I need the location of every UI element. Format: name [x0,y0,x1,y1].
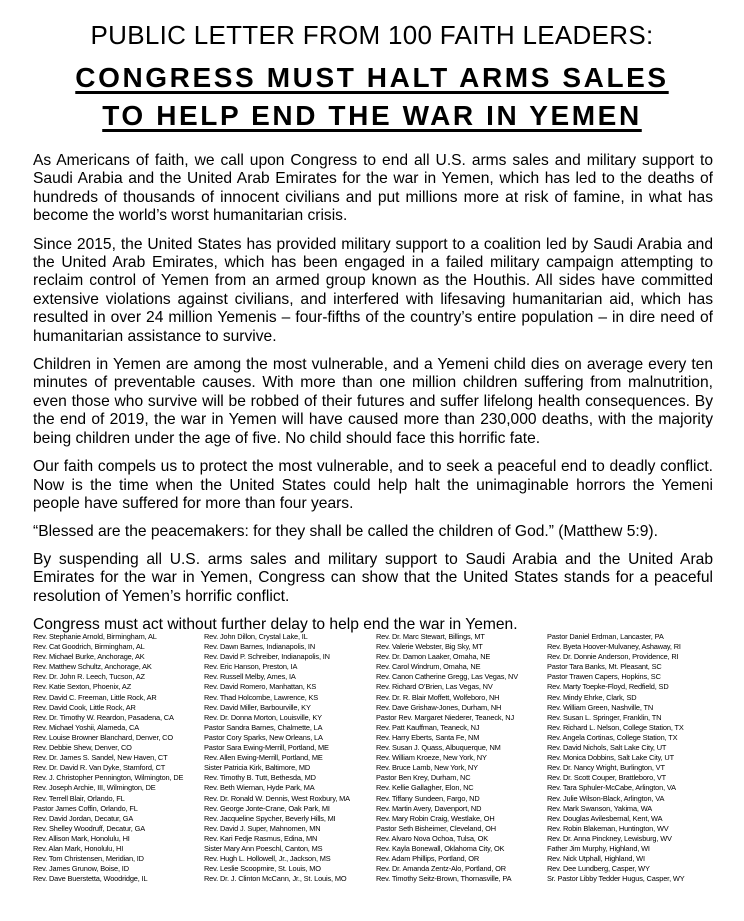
signatory-entry: Rev. Terrell Blair, Orlando, FL [33,793,125,803]
paragraph-background: Since 2015, the United States has provided military support to a coalition led by Saudi Arabia and the United Arab Emirates, which has been engaged in a failed military campaign attempting to reclaim control of Yemen from an armed group known as the Houthis. All sides have committed extensive violations against civilians, and interfered with lifesaving humanitarian aid, which has resulted in over 24 million Yemenis – four-fifths of the country’s entire population – in dire need of humanitarian assistance to survive. [33,235,713,345]
signatories-column-2 [204,632,376,884]
signatory-entry: Rev. Dave Grishaw-Jones, Durham, NH [376,702,502,712]
letter-body [33,152,713,644]
signatory-entry: Rev. Eric Hanson, Preston, IA [204,662,298,672]
signatory-entry: Rev. Dawn Barnes, Indianapolis, IN [204,642,316,652]
signatory-entry: Pastor Seth Bisheimer, Cleveland, OH [376,823,496,833]
signatory-entry: Rev. William Green, Nashville, TN [547,702,654,712]
signatory-entry: Rev. Mindy Ehrke, Clark, SD [547,692,637,702]
signatory-entry: Rev. John Dillon, Crystal Lake, IL [204,632,308,641]
signatory-entry: Sr. Pastor Libby Tedder Hugus, Casper, WY [547,874,685,884]
paragraph-closing: Congress must act without further delay to help end the war in Yemen. [33,615,518,633]
signatory-entry: Rev. Kayla Bonewall, Oklahoma City, OK [376,843,505,853]
signatory-entry: Pastor Rev. Margaret Niederer, Teaneck, NJ [376,712,515,722]
signatory-entry: Rev. Timothy B. Tutt, Bethesda, MD [204,773,316,783]
signatory-entry: Rev. Cat Goodrich, Birmingham, AL [33,642,145,652]
signatory-entry: Rev. Dr. John R. Leech, Tucson, AZ [33,672,145,682]
signatories-column-4 [547,632,723,884]
paragraph-appeal: By suspending all U.S. arms sales and military support to Saudi Arabia and the United Arab Emirates for the war in Yemen, Congress can show that the United States stands for a peaceful resolution of Yemen’s horrific conflict. [33,550,713,605]
signatory-entry: Rev. Robin Blakeman, Huntington, WV [547,823,669,833]
signatory-entry: Rev. Tara Sphuler-McCabe, Arlington, VA [547,783,676,793]
paragraph-children: Children in Yemen are among the most vulnerable, and a Yemeni child dies on average every ten minutes of preventable causes. With more than one million children suffering from malnutrition, even those who survive will be robbed of their futures and suffer lifelong health consequences. By the end of 2019, the war in Yemen will have caused more than 230,000 deaths, with the majority being children under the age of five. No child should face this horrific fate. [33,356,713,447]
signatory-entry: Rev. Dr. Scott Couper, Brattleboro, VT [547,773,667,783]
signatory-entry: Rev. Susan J. Quass, Albuquerque, NM [376,743,501,753]
letter-kicker: PUBLIC LETTER FROM 100 FAITH LEADERS: [90,20,654,50]
signatory-entry: Pastor Tara Banks, Mt. Pleasant, SC [547,662,662,672]
signatory-entry: Pastor Cory Sparks, New Orleans, LA [204,732,323,742]
signatory-entry: Pastor Trawen Capers, Hopkins, SC [547,672,661,682]
signatory-entry: Rev. Dr. Nancy Wright, Burlington, VT [547,763,665,773]
signatory-entry: Pastor Sara Ewing-Merrill, Portland, ME [204,743,329,753]
signatory-entry: Rev. David Nichols, Salt Lake City, UT [547,743,667,753]
signatory-entry: Rev. Mark Swanson, Yakima, WA [547,803,653,813]
signatory-entry: Rev. David Miller, Barbourville, KY [204,702,311,712]
signatory-entry: Rev. Allen Ewing-Merrill, Portland, ME [204,753,323,763]
signatory-entry: Rev. Bruce Lamb, New York, NY [376,763,478,773]
signatory-entry: Rev. Matthew Schultz, Anchorage, AK [33,662,152,672]
signatory-entry: Pastor Sandra Barnes, Chalmette, LA [204,722,323,732]
signatory-entry: Rev. Leslie Scoopmire, St. Louis, MO [204,864,321,874]
headline-line-1-text: CONGRESS MUST HALT ARMS SALES [75,62,669,93]
signatories-list [33,632,723,884]
signatory-entry: Rev. Russell Melby, Ames, IA [204,672,296,682]
signatory-entry: Rev. Dr. Timothy W. Reardon, Pasadena, CA [33,712,174,722]
signatory-entry: Rev. Kari Fedje Rasmus, Edina, MN [204,833,318,843]
signatory-entry: Rev. David P. Schreiber, Indianapolis, IN [204,652,330,662]
signatory-entry: Rev. Dr. J. Clinton McCann, Jr., St. Louis, MO [204,874,347,884]
signatory-entry: Rev. David Jordan, Decatur, GA [33,813,134,823]
signatory-entry: Rev. Byeta Hoover-Mulvaney, Ashaway, RI [547,642,681,652]
signatory-entry: Rev. Valerie Webster, Big Sky, MT [376,642,483,652]
signatory-entry: Rev. Debbie Shew, Denver, CO [33,743,132,753]
signatory-entry: Rev. Thad Holcombe, Lawrence, KS [204,692,319,702]
signatory-entry: Rev. Michael Burke, Anchorage, AK [33,652,145,662]
signatory-entry: Rev. Mary Robin Craig, Westlake, OH [376,813,495,823]
headline-line-2-text: TO HELP END THE WAR IN YEMEN [102,100,642,131]
signatory-entry: Rev. J. Christopher Pennington, Wilmington, DE [33,773,184,783]
signatory-entry: Rev. Alan Mark, Honolulu, HI [33,843,124,853]
signatory-entry: Rev. Alvaro Nova Ochoa, Tulsa, OK [376,833,488,843]
signatory-entry: Rev. Dr. Anna Pinckney, Lewisburg, WV [547,833,672,843]
signatory-entry: Rev. Shelley Woodruff, Decatur, GA [33,823,145,833]
signatory-entry: Rev. Dr. James S. Sandel, New Haven, CT [33,753,168,763]
signatory-entry: Rev. David Cook, Little Rock, AR [33,702,136,712]
signatory-entry: Rev. Dr. Marc Stewart, Billings, MT [376,632,485,641]
signatory-entry: Rev. Richard O’Brien, Las Vegas, NV [376,682,493,692]
signatory-entry: Rev. David C. Freeman, Little Rock, AR [33,692,157,702]
signatory-entry: Rev. Tiffany Sundeen, Fargo, ND [376,793,480,803]
signatory-entry: Pastor Ben Krey, Durham, NC [376,773,471,783]
signatory-entry: Pastor James Coffin, Orlando, FL [33,803,138,813]
signatory-entry: Rev. James Grunow, Boise, ID [33,864,129,874]
signatory-entry: Rev. Hugh L. Hollowell, Jr., Jackson, MS [204,854,331,864]
signatory-entry: Rev. Douglas Avilesbernal, Kent, WA [547,813,663,823]
signatory-entry: Rev. Dr. Amanda Zentz-Alo, Portland, OR [376,864,506,874]
signatory-entry: Rev. Tom Christensen, Meridian, ID [33,854,144,864]
signatory-entry: Rev. Dr. Donnie Anderson, Providence, RI [547,652,679,662]
signatory-entry: Rev. George Jonte-Crane, Oak Park, MI [204,803,330,813]
signatory-entry: Rev. Louise Browner Blanchard, Denver, CO [33,732,173,742]
signatory-entry: Rev. Monica Dobbins, Salt Lake City, UT [547,753,674,763]
signatory-entry: Rev. Dr. Damon Laaker, Omaha, NE [376,652,491,662]
signatory-entry: Rev. Harry Eberts, Santa Fe, NM [376,732,480,742]
signatory-entry: Rev. Beth Wiernan, Hyde Park, MA [204,783,315,793]
signatory-entry: Rev. Canon Catherine Gregg, Las Vegas, NV [376,672,519,682]
signatory-entry: Rev. David J. Super, Mahnomen, MN [204,823,321,833]
signatory-entry: Rev. Patt Kauffman, Teaneck, NJ [376,722,480,732]
signatory-entry: Rev. Dee Lundberg, Casper, WY [547,864,650,874]
signatories-column-1 [33,632,204,884]
signatory-entry: Rev. Carol Windrum, Omaha, NE [376,662,481,672]
signatory-entry: Rev. Michael Yoshii, Alameda, CA [33,722,139,732]
paragraph-quote: “Blessed are the peacemakers: for they shall be called the children of God.” (Matthew 5:9). [33,523,658,541]
signatory-entry: Rev. Dr. R. Blair Moffett, Wolfeboro, NH [376,692,500,702]
signatory-entry: Rev. Jacqueline Spycher, Beverly Hills, MI [204,813,336,823]
headline-line-2 [0,100,744,132]
signatory-entry: Rev. Allison Mark, Honolulu, HI [33,833,130,843]
signatory-entry: Rev. Angela Cortinas, College Station, TX [547,732,678,742]
signatories-column-3 [376,632,547,884]
signatory-entry: Rev. David Romero, Manhattan, KS [204,682,317,692]
signatory-entry: Rev. Katie Sexton, Phoenix, AZ [33,682,132,692]
signatory-entry: Rev. Adam Phillips, Portland, OR [376,854,480,864]
paragraph-faith: Our faith compels us to protect the most vulnerable, and to seek a peaceful end to deadly conflict. Now is the time when the United States could help halt the unimaginable horrors the Yemeni people have suffered for more than four years. [33,458,713,512]
signatory-entry: Rev. Kellie Gallagher, Elon, NC [376,783,474,793]
signatory-entry: Rev. Joseph Archie, III, Wilmington, DE [33,783,156,793]
paragraph-intro: As Americans of faith, we call upon Congress to end all U.S. arms sales and military support to Saudi Arabia and the United Arab Emirates for the war in Yemen, which has led to the deaths of hundreds of thousands of innocent civilians and put millions more at risk of famine, in what has become the world’s worst humanitarian crisis. [33,152,713,225]
signatory-entry: Pastor Daniel Erdman, Lancaster, PA [547,632,664,641]
signatory-entry: Rev. Julie Wilson-Black, Arlington, VA [547,793,665,803]
signatory-entry: Rev. Stephanie Arnold, Birmingham, AL [33,632,157,641]
headline-line-1 [0,62,744,94]
signatory-entry: Rev. Dr. Donna Morton, Louisville, KY [204,712,322,722]
signatory-entry: Rev. Timothy Seitz-Brown, Thornasville, PA [376,874,512,884]
signatory-entry: Rev. Nick Utphall, Highland, WI [547,854,645,864]
signatory-entry: Rev. Susan L. Springer, Franklin, TN [547,712,662,722]
signatory-entry: Father Jim Murphy, Highland, WI [547,843,650,853]
signatory-entry: Rev. William Kroeze, New York, NY [376,753,487,763]
signatory-entry: Rev. Martin Avery, Davenport, ND [376,803,482,813]
signatory-entry: Sister Patricia Kirk, Baltimore, MD [204,763,311,773]
signatory-entry: Rev. Marty Toepke-Floyd, Redfield, SD [547,682,669,692]
signatory-entry: Rev. Dr. David R. Van Dyke, Stamford, CT [33,763,166,773]
signatory-entry: Rev. Dave Buerstetta, Woodridge, IL [33,874,148,884]
signatory-entry: Sister Mary Ann Poeschl, Canton, MS [204,843,323,853]
signatory-entry: Rev. Richard L. Nelson, College Station, TX [547,722,684,732]
signatory-entry: Rev. Dr. Ronald W. Dennis, West Roxbury, MA [204,793,350,803]
